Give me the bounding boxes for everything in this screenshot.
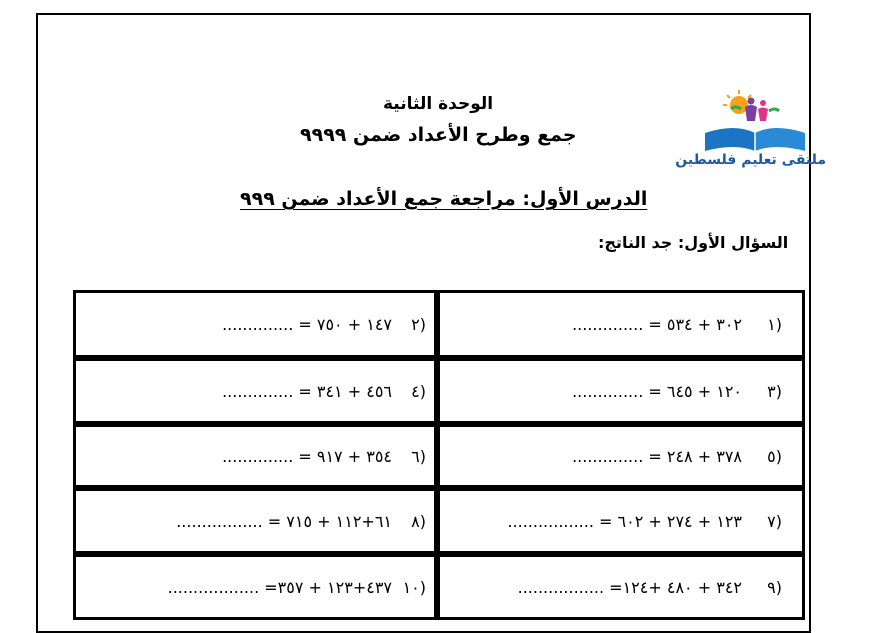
exercise-3-cell <box>437 358 805 424</box>
exercise-7-label: ٧) <box>767 511 782 531</box>
exercise-7-expression: ................. = ١٢٣ + ٢٧٤ + ٦٠٢ <box>507 511 742 531</box>
exercise-6-cell <box>73 424 437 488</box>
exercise-2-expression: .............. = ١٤٧ + ٧٥٠ <box>222 314 392 334</box>
exercise-5-label: ٥) <box>767 446 782 466</box>
exercise-3-expression: .............. = ١٢٠ + ٦٤٥ <box>572 381 742 401</box>
exercise-1-label: ١) <box>767 314 782 334</box>
topic-title: جمع وطرح الأعداد ضمن ٩٩٩٩ <box>300 124 577 146</box>
exercise-1-cell <box>437 290 805 358</box>
exercise-6-expression: .............. = ٣٥٤ + ٩١٧ <box>222 446 392 466</box>
exercise-2-label: ٢) <box>411 314 426 334</box>
exercise-4-expression: .............. = ٤٥٦ + ٣٤١ <box>222 381 392 401</box>
exercise-7-cell <box>437 488 805 554</box>
exercise-8-label: ٨) <box>411 511 426 531</box>
exercise-2-cell <box>73 290 437 358</box>
exercise-9-label: ٩) <box>767 577 782 597</box>
exercise-4-cell <box>73 358 437 424</box>
lesson-title: الدرس الأول: مراجعة جمع الأعداد ضمن ٩٩٩ <box>240 188 648 210</box>
question-title: السؤال الأول: جد الناتج: <box>598 233 789 252</box>
exercise-9-expression: ................. =٣٤٢ + ٤٨٠ +١٢٤ <box>517 577 742 597</box>
unit-title: الوحدة الثانية <box>383 94 494 114</box>
exercise-9-cell <box>437 554 805 620</box>
exercise-10-expression: .................. =٤٣٧+١٢٣ + ٣٥٧ <box>167 577 392 597</box>
exercise-10-label: ١٠) <box>402 577 426 597</box>
exercise-8-cell <box>73 488 437 554</box>
exercise-5-cell <box>437 424 805 488</box>
exercise-1-expression: .............. = ٣٠٢ + ٥٣٤ <box>572 314 742 334</box>
exercise-5-expression: .............. = ٣٧٨ + ٢٤٨ <box>572 446 742 466</box>
open-book-icon <box>705 128 805 151</box>
exercise-10-cell <box>73 554 437 620</box>
exercise-4-label: ٤) <box>411 381 426 401</box>
exercise-6-label: ٦) <box>411 446 426 466</box>
exercise-3-label: ٣) <box>767 381 782 401</box>
logo-text: ملتقى تعليم فلسطين <box>675 152 826 168</box>
exercise-8-expression: ................. = ٦١+١١٢ + ٧١٥ <box>176 511 392 531</box>
exercise-grid <box>73 290 805 620</box>
